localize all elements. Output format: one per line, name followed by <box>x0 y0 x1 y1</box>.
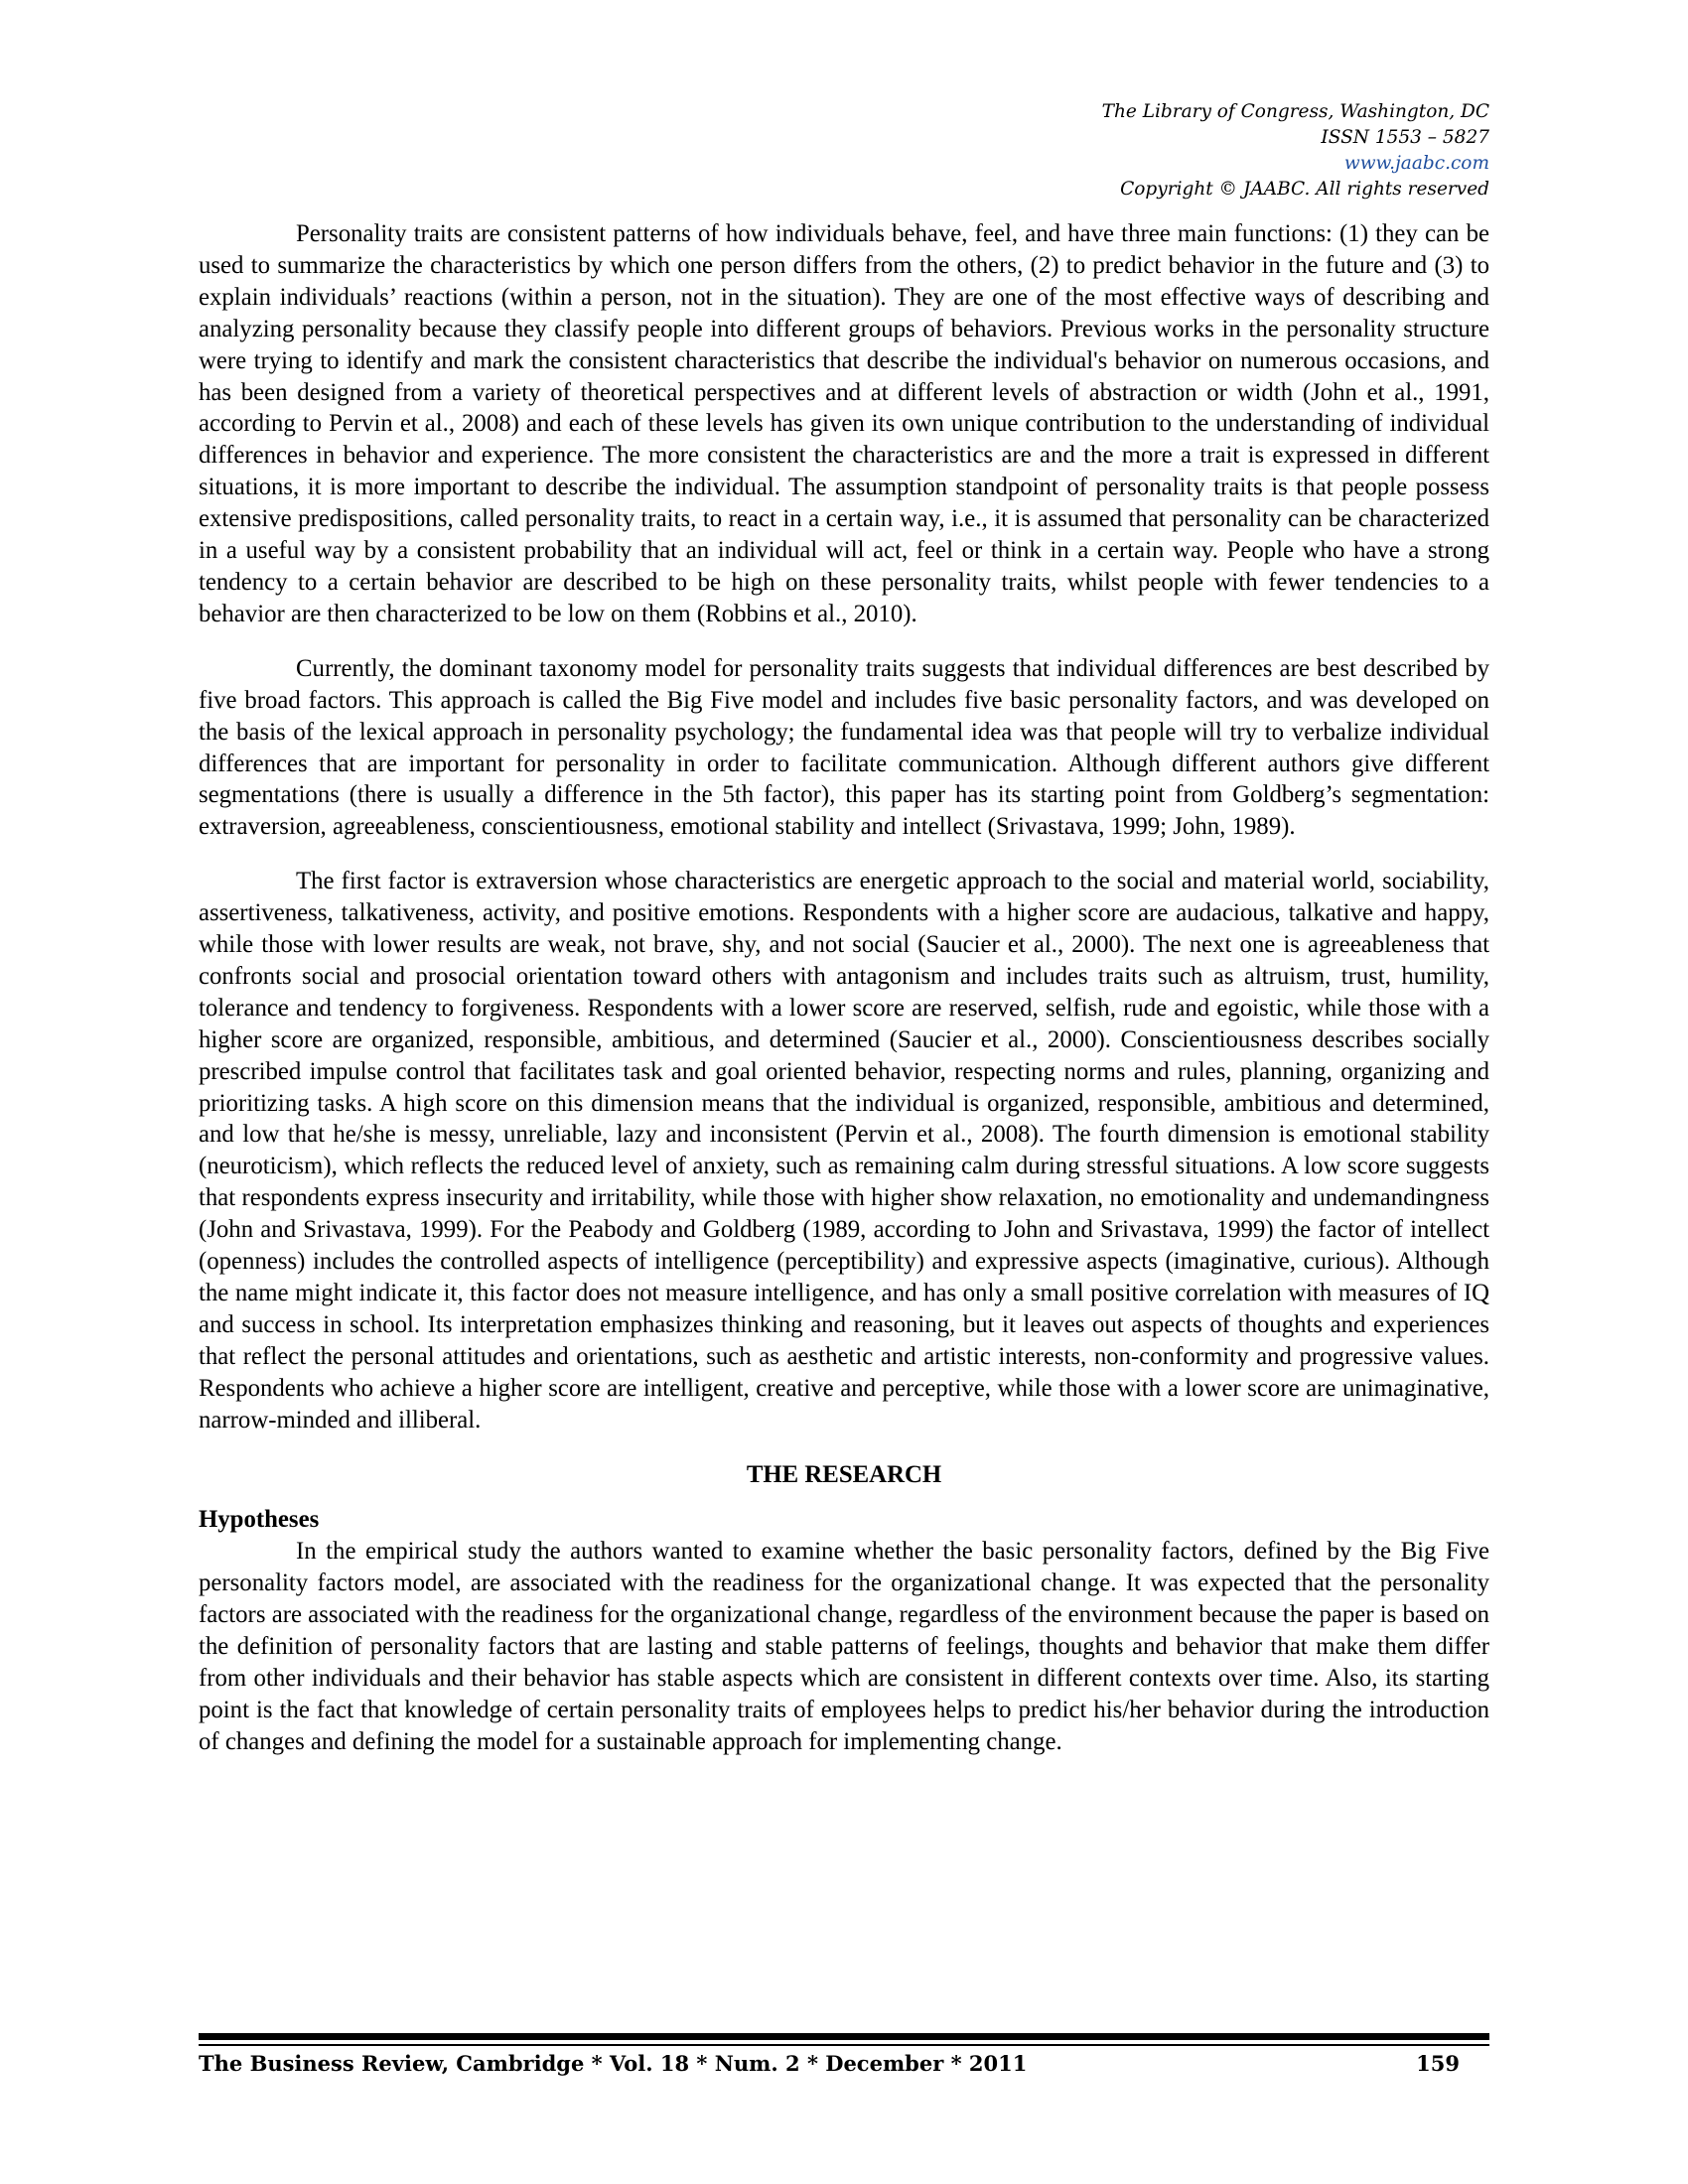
footer-rule-thin <box>199 2044 1489 2046</box>
subheading-hypotheses: Hypotheses <box>199 1506 320 1534</box>
running-header <box>1102 99 1489 203</box>
paragraph-personality-traits: Personality traits are consistent patterns of how individuals behave, feel, and have three main functions: (1) they can be used to summarize the characteristics by which one person differs from the others, (2) to predict behavior in the future and (3) to explain individuals’ reactions (within a person, not in the situation). They are one of the most effective ways of describing and analyzing personality because they classify people into different groups of behaviors. Previous works in the personality structure were trying to identify and mark the consistent characteristics that describe the individual's behavior on numerous occasions, and has been designed from a variety of theoretical perspectives and at different levels of abstraction or width (John et al., 1991, according to Pervin et al., 2008) and each of these levels has given its own unique contribution to the understanding of individual differences in behavior and experience. The more consistent the characteristics are and the more a trait is expressed in different situations, it is more important to describe the individual. The assumption standpoint of personality traits is that people possess extensive predispositions, called personality traits, to react in a certain way, i.e., it is assumed that personality can be characterized in a useful way by a consistent probability that an individual will act, feel or think in a certain way. People who have a strong tendency to a certain behavior are described to be high on these personality traits, whilst people with fewer tendencies to a behavior are then characterized to be low on them (Robbins et al., 2010). <box>199 220 1489 627</box>
footer-rule-thick <box>199 2033 1489 2040</box>
paragraph-big-five-taxonomy: Currently, the dominant taxonomy model for personality traits suggests that individual differences are best described by five broad factors. This approach is called the Big Five model and includes five basic personality factors, and was developed on the basis of the lexical approach in personality psychology; the fundamental idea was that people will try to verbalize individual differences that are important for personality in order to facilitate communication. Although different authors give different segmentations (there is usually a difference in the 5th factor), this paper has its starting point from Goldberg’s segmentation: extraversion, agreeableness, conscientiousness, emotional stability and intellect (Srivastava, 1999; John, 1989). <box>199 654 1489 841</box>
header-issn: ISSN 1553 – 5827 <box>1321 127 1489 148</box>
running-footer <box>199 2049 1460 2079</box>
header-library: The Library of Congress, Washington, DC <box>1101 101 1489 122</box>
paragraph-hypotheses: In the empirical study the authors wanted to examine whether the basic personality factors, defined by the Big Five personality factors model, are associated with the readiness for the organizational change. It was expected that the personality factors are associated with the readiness for the organizational change, regardless of the environment because the paper is based on the definition of personality factors that are lasting and stable patterns of feelings, thoughts and behavior that make them differ from other individuals and their behavior has stable aspects which are consistent in different contexts over time. Also, its starting point is the fact that knowledge of certain personality traits of employees helps to predict his/her behavior during the introduction of changes and defining the model for a sustainable approach for implementing change. <box>199 1538 1489 1755</box>
article-body <box>199 218 1489 1781</box>
header-website-link[interactable]: www.jaabc.com <box>1343 153 1489 174</box>
footer-journal-citation: The Business Review, Cambridge * Vol. 18 * Num. 2 * December * 2011 <box>199 2051 1028 2076</box>
header-copyright: Copyright © JAABC. All rights reserved <box>1120 179 1489 200</box>
page-number: 159 <box>1416 2051 1460 2076</box>
paragraph-five-factors: The first factor is extraversion whose characteristics are energetic approach to the social and material world, sociability, assertiveness, talkativeness, activity, and positive emotions. Respondents with a higher score are audacious, talkative and happy, while those with lower results are weak, not brave, shy, and not social (Saucier et al., 2000). The next one is agreeableness that confronts social and prosocial orientation toward others with antagonism and includes traits such as altruism, trust, humility, tolerance and tendency to forgiveness. Respondents with a lower score are reserved, selfish, rude and egoistic, while those with a higher score are organized, responsible, ambitious, and determined (Saucier et al., 2000). Conscientiousness describes socially prescribed impulse control that facilitates task and goal oriented behavior, respecting norms and rules, planning, organizing and prioritizing tasks. A high score on this dimension means that the individual is organized, responsible, ambitious and determined, and low that he/she is messy, unreliable, lazy and inconsistent (Pervin et al., 2008). The fourth dimension is emotional stability (neuroticism), which reflects the reduced level of anxiety, such as remaining calm during stressful situations. A low score suggests that respondents express insecurity and irritability, while those with higher show relaxation, no emotionality and undemandingness (John and Srivastava, 1999). For the Peabody and Goldberg (1989, according to John and Srivastava, 1999) the factor of intellect (openness) includes the controlled aspects of intelligence (perceptibility) and expressive aspects (imaginative, curious). Although the name might indicate it, this factor does not measure intelligence, and has only a small positive correlation with measures of IQ and success in school. Its interpretation emphasizes thinking and reasoning, but it leaves out aspects of thoughts and experiences that reflect the personal attitudes and orientations, such as aesthetic and artistic interests, non-conformity and progressive values. Respondents who achieve a higher score are intelligent, creative and perceptive, while those with a lower score are unimaginative, narrow-minded and illiberal. <box>199 868 1489 1433</box>
section-title: THE RESEARCH <box>746 1460 942 1488</box>
